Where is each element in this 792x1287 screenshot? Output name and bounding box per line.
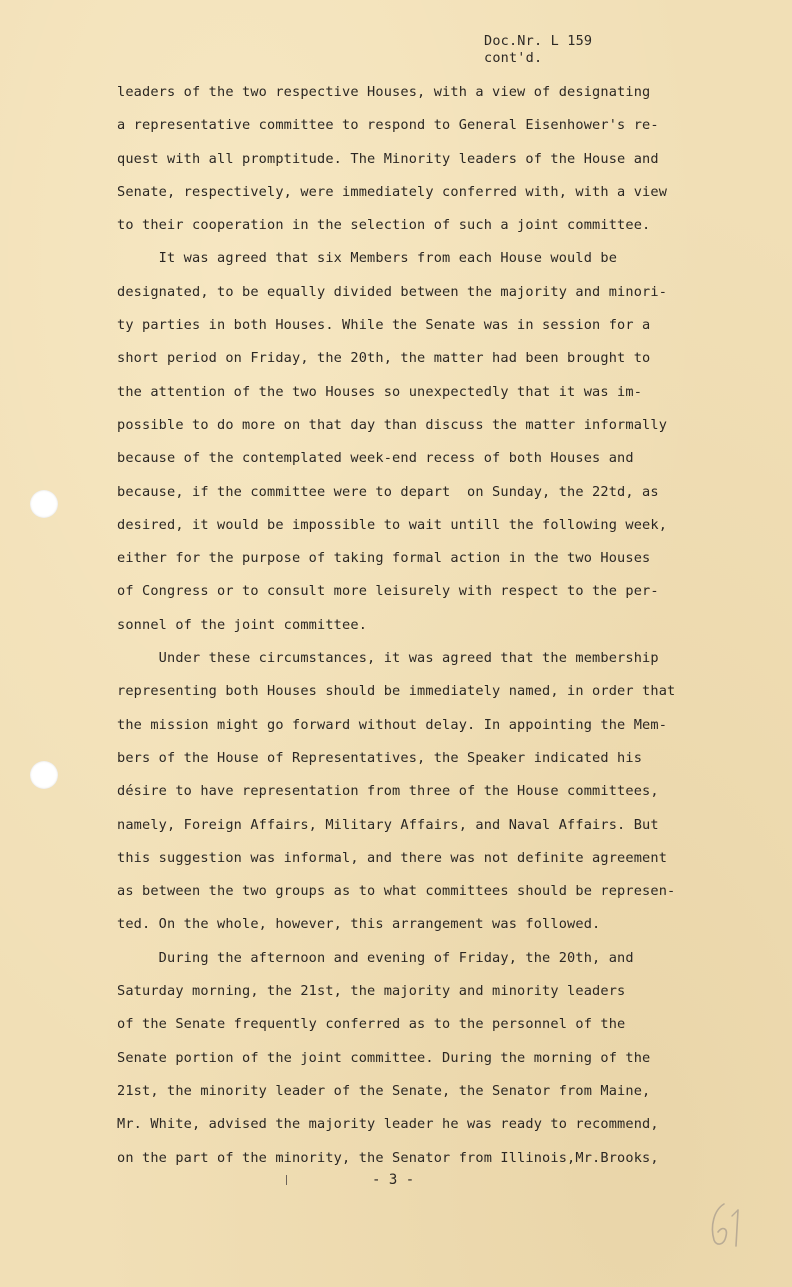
body-line: to their cooperation in the selection of such a joint committee. bbox=[117, 217, 651, 234]
body-line: of the Senate frequently conferred as to the personnel of the bbox=[117, 1016, 626, 1033]
body-line: the attention of the two Houses so unexpectedly that it was im- bbox=[117, 383, 643, 400]
body-line: namely, Foreign Affairs, Military Affairs, and Naval Affairs. But bbox=[117, 816, 659, 833]
pencil-annotation-icon bbox=[702, 1196, 772, 1256]
body-line: ted. On the whole, however, this arrangement was followed. bbox=[117, 916, 601, 933]
body-line: sonnel of the joint committee. bbox=[117, 616, 368, 633]
continued-note: cont'd. bbox=[484, 50, 543, 66]
body-line: quest with all promptitude. The Minority leaders of the House and bbox=[117, 150, 659, 167]
body-line: During the afternoon and evening of Friday, the 20th, and bbox=[117, 949, 634, 966]
body-line: Senate portion of the joint committee. During the morning of the bbox=[117, 1049, 651, 1066]
body-line: It was agreed that six Members from each House would be bbox=[117, 250, 618, 267]
body-line: on the part of the minority, the Senator from Illinois,Mr.Brooks, bbox=[117, 1149, 659, 1166]
body-line: desired, it would be impossible to wait untill the following week, bbox=[117, 516, 668, 533]
body-line: Under these circumstances, it was agreed that the membership bbox=[117, 650, 659, 667]
body-line: possible to do more on that day than discuss the matter informally bbox=[117, 416, 668, 433]
document-reference bbox=[484, 33, 592, 67]
body-line: either for the purpose of taking formal action in the two Houses bbox=[117, 550, 651, 567]
doc-number: Doc.Nr. L 159 bbox=[484, 33, 593, 49]
body-line: désire to have representation from three of the House committees, bbox=[117, 783, 659, 800]
body-line: the mission might go forward without delay. In appointing the Mem- bbox=[117, 716, 668, 733]
body-line: because of the contemplated week-end recess of both Houses and bbox=[117, 450, 634, 467]
body-line: 21st, the minority leader of the Senate, the Senator from Maine, bbox=[117, 1082, 651, 1099]
body-text bbox=[117, 76, 677, 1175]
body-line: short period on Friday, the 20th, the matter had been brought to bbox=[117, 350, 651, 367]
punch-hole-top bbox=[30, 490, 58, 518]
body-line: bers of the House of Representatives, the Speaker indicated his bbox=[117, 749, 643, 766]
body-line: leaders of the two respective Houses, with a view of designating bbox=[117, 84, 651, 100]
body-line: Mr. White, advised the majority leader he was ready to recommend, bbox=[117, 1116, 659, 1133]
body-line: ty parties in both Houses. While the Senate was in session for a bbox=[117, 317, 651, 334]
body-line: designated, to be equally divided between the majority and minori- bbox=[117, 283, 668, 300]
body-line: Senate, respectively, were immediately conferred with, with a view bbox=[117, 183, 668, 200]
stray-mark bbox=[286, 1175, 287, 1185]
body-line: representing both Houses should be immediately named, in order that bbox=[117, 683, 676, 700]
body-line: of Congress or to consult more leisurely with respect to the per- bbox=[117, 583, 659, 600]
page-number: - 3 - bbox=[372, 1172, 415, 1188]
body-line: Saturday morning, the 21st, the majority and minority leaders bbox=[117, 983, 626, 1000]
body-line: as between the two groups as to what committees should be represen- bbox=[117, 883, 676, 900]
body-line: this suggestion was informal, and there was not definite agreement bbox=[117, 849, 668, 866]
body-line: a representative committee to respond to General Eisenhower's re- bbox=[117, 117, 659, 134]
punch-hole-bottom bbox=[30, 761, 58, 789]
body-line: because, if the committee were to depart on Sunday, the 22td, as bbox=[117, 483, 659, 500]
